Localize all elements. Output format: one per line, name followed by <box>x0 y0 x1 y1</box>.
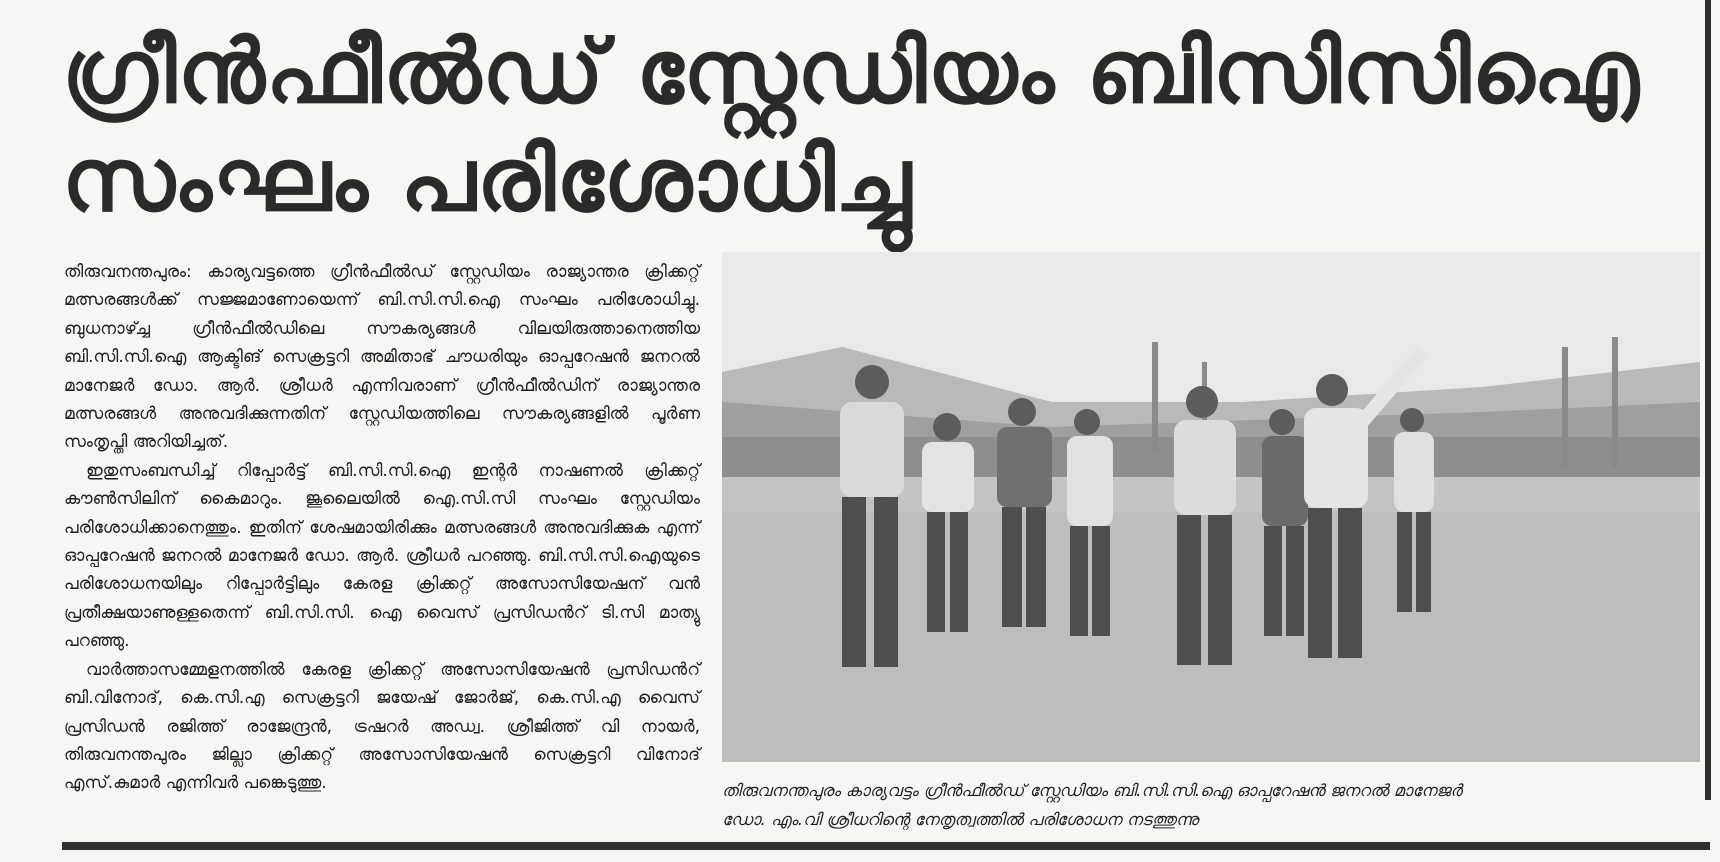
photo-caption <box>722 776 1700 834</box>
bottom-rule <box>62 842 1710 850</box>
headline-line-1: ഗ്രീൻഫീൽഡ് സ്റ്റേഡിയം ബിസിസിഐ <box>62 20 1640 123</box>
column-rule-right <box>1705 0 1711 800</box>
headline <box>62 18 1662 234</box>
article-paragraph-1: തിരുവനന്തപുരം: കാര്യവട്ടത്തെ ഗ്രീൻഫീൽഡ് സ്റ്റേഡിയം രാജ്യാന്തര ക്രിക്കറ്റ് മത്സരങ്ങൾക്ക് സജ്ജമാണോയെന്ന് ബി.സി.സി.ഐ സംഘം പരിശോധിച്ചു. ബുധനാഴ്ച്ച ഗ്രീൻഫീൽഡിലെ സൗകര്യങ്ങൾ വിലയിരുത്താനെത്തിയ ബി.സി.സി.ഐ ആക്ടിങ് സെക്രട്ടറി അമിതാഭ് ചൗധരിയും ഓപ്പറേഷൻ ജനറൽ മാനേജർ ഡോ. ആർ. ശ്രീധർ എന്നിവരാണ് ഗ്രീൻഫീൽഡിന് രാജ്യാന്തര മത്സരങ്ങൾ അനുവദിക്കുന്നതിന് സ്റ്റേഡിയത്തിലെ സൗകര്യങ്ങളിൽ പൂർണ സംതൃപ്തി അറിയിച്ചത്. <box>64 262 700 453</box>
photo-caption-line-1: തിരുവനന്തപുരം കാര്യവട്ടം ഗ്രീൻഫീൽഡ് സ്റ്റേഡിയം ബി.സി.സി.ഐ ഓപ്പറേഷൻ ജനറൽ മാനേജർ <box>722 781 1462 800</box>
article-paragraph-3: വാർത്താസമ്മേളനത്തിൽ കേരള ക്രിക്കറ്റ് അസോസിയേഷൻ പ്രസിഡൻറ് ബി.വിനോദ്, കെ.സി.എ സെക്രട്ടറി ജയേഷ് ജോർജ്, കെ.സി.എ വൈസ് പ്രസിഡൻ രജിത്ത് രാജേന്ദ്രൻ, ട്രഷറർ അഡ്വ. ശ്രീജിത്ത് വി നായർ, തിരുവനന്തപുരം ജില്ലാ ക്രിക്കറ്റ് അസോസിയേഷൻ സെക്രട്ടറി വിനോദ് എസ്.കുമാർ എന്നിവർ പങ്കെടുത്തു. <box>64 659 700 794</box>
photo-caption-line-2: ഡോ. എം.വി ശ്രീധറിന്റെ നേതൃത്വത്തിൽ പരിശോധന നടത്തുന്നു <box>722 810 1199 829</box>
article-body <box>64 258 700 798</box>
article-paragraph-2: ഇതുസംബന്ധിച്ച് റിപ്പോർട്ട് ബി.സി.സി.ഐ ഇന്റർ നാഷണൽ ക്രിക്കറ്റ് കൗൺസിലിന് കൈമാറും. ജൂലൈയിൽ ഐ.സി.സി സംഘം സ്റ്റേഡിയം പരിശോധിക്കാനെത്തും. ഇതിന് ശേഷമായിരിക്കും മത്സരങ്ങൾ അനുവദിക്കുക എന്ന് ഓപ്പറേഷൻ ജനറൽ മാനേജർ ഡോ. ആർ. ശ്രീധർ പറഞ്ഞു. ബി.സി.സി.ഐയുടെ പരിശോധനയിലും റിപ്പോർട്ടിലും കേരള ക്രിക്കറ്റ് അസോസിയേഷന് വൻ പ്രതീക്ഷയാണുള്ളതെന്ന് ബി.സി.സി. ഐ വൈസ് പ്രസിഡൻറ് ടി.സി മാത്യു പറഞ്ഞു. <box>64 460 700 652</box>
stadium-inspection-photo <box>722 252 1700 762</box>
headline-line-2: സംഘം പരിശോധിച്ചു <box>62 128 913 231</box>
photo-illustration <box>722 252 1700 762</box>
